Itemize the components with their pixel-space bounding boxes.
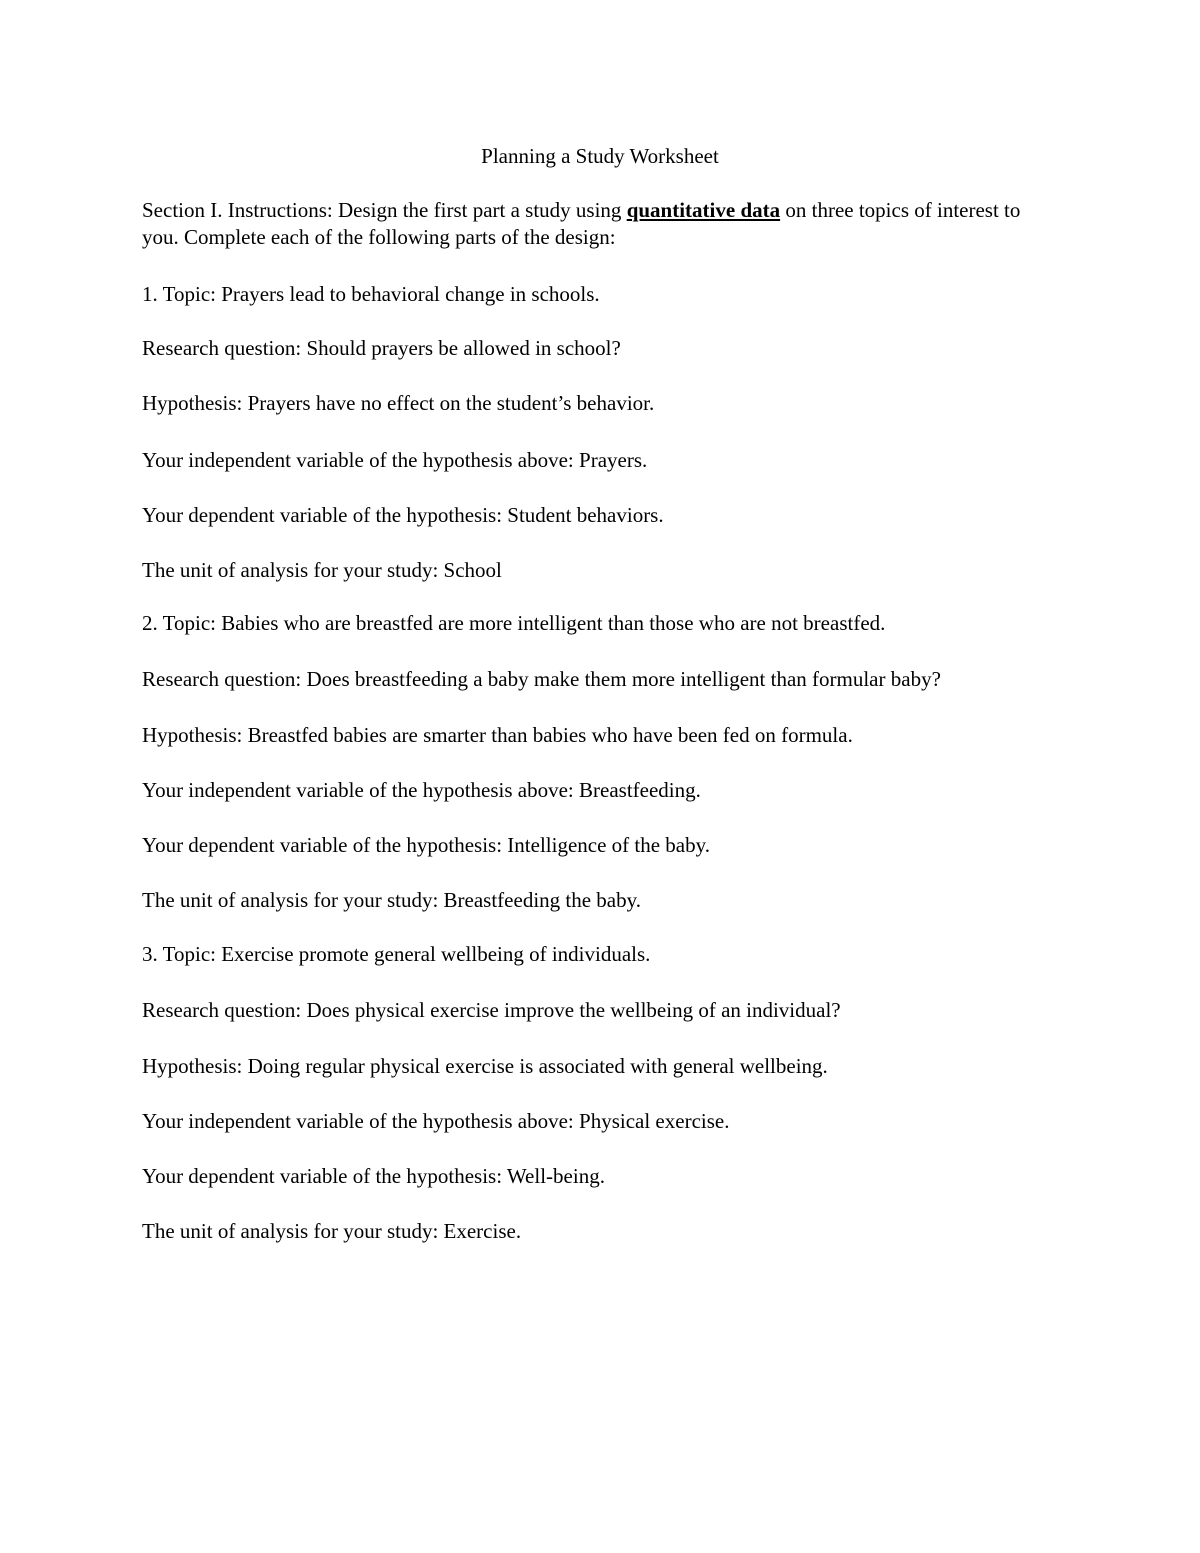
topic-3-unit-of-analysis: The unit of analysis for your study: Exercise. [142, 1219, 522, 1243]
topic-2-topic: 2. Topic: Babies who are breastfed are more intelligent than those who are not breastfed. [142, 611, 886, 635]
topic-1-independent-variable: Your independent variable of the hypothesis above: Prayers. [142, 448, 648, 472]
topic-3-research-question: Research question: Does physical exercise improve the wellbeing of an individual? [142, 998, 841, 1022]
topic-1-topic: 1. Topic: Prayers lead to behavioral change in schools. [142, 282, 600, 306]
page-title: Planning a Study Worksheet [481, 144, 719, 168]
topic-3-independent-variable: Your independent variable of the hypothesis above: Physical exercise. [142, 1109, 730, 1133]
topic-3-dependent-variable: Your dependent variable of the hypothesis: Well-being. [142, 1164, 605, 1188]
topic-2-dependent-variable: Your dependent variable of the hypothesis: Intelligence of the baby. [142, 833, 711, 857]
instructions-emphasis: quantitative data [626, 198, 781, 222]
section-instructions [142, 197, 1047, 251]
topic-1-hypothesis: Hypothesis: Prayers have no effect on the student’s behavior. [142, 391, 655, 415]
topic-2-independent-variable: Your independent variable of the hypothesis above: Breastfeeding. [142, 778, 701, 802]
topic-3-hypothesis: Hypothesis: Doing regular physical exercise is associated with general wellbeing. [142, 1054, 828, 1078]
topic-3-topic: 3. Topic: Exercise promote general wellbeing of individuals. [142, 942, 651, 966]
topic-1-dependent-variable: Your dependent variable of the hypothesis: Student behaviors. [142, 503, 664, 527]
instructions-text-end: on three topics of interest to you. Complete each of the following parts of the design: [142, 198, 1021, 249]
instructions-text-start: Section I. Instructions: Design the first part a study using [142, 198, 627, 222]
topic-2-unit-of-analysis: The unit of analysis for your study: Breastfeeding the baby. [142, 888, 642, 912]
topic-1-research-question: Research question: Should prayers be allowed in school? [142, 336, 621, 360]
topic-1-unit-of-analysis: The unit of analysis for your study: School [142, 558, 502, 582]
topic-2-research-question: Research question: Does breastfeeding a baby make them more intelligent than formular baby? [142, 667, 941, 691]
topic-2-hypothesis: Hypothesis: Breastfed babies are smarter than babies who have been fed on formula. [142, 723, 853, 747]
